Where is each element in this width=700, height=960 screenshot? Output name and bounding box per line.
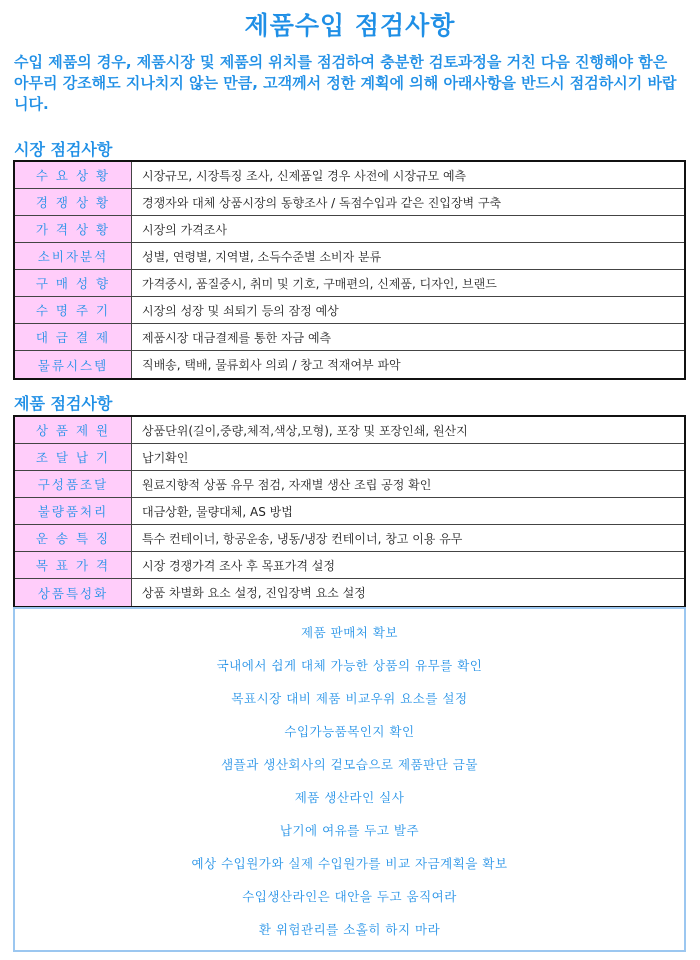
tip-item: 제품 생산라인 실사 bbox=[294, 790, 405, 805]
tip-item: 수입가능품목인지 확인 bbox=[284, 724, 415, 739]
tip-item: 제품 판매처 확보 bbox=[301, 625, 398, 640]
table-row bbox=[15, 444, 684, 471]
row-label: 목 표 가 격 bbox=[15, 552, 132, 578]
table-row bbox=[15, 216, 684, 243]
table-row bbox=[15, 162, 684, 189]
row-value: 가격중시, 품질중시, 취미 및 기호, 구매편의, 신제품, 디자인, 브랜드 bbox=[142, 276, 497, 291]
market-section-heading: 시장 점검사항 bbox=[14, 140, 113, 159]
row-label: 상 품 제 원 bbox=[15, 417, 132, 443]
tip-item: 국내에서 쉽게 대체 가능한 상품의 유무를 확인 bbox=[216, 658, 483, 673]
row-label: 조 달 납 기 bbox=[15, 444, 132, 470]
row-value: 원료지향적 상품 유무 점검, 자재별 생산 조립 공정 확인 bbox=[142, 477, 432, 492]
row-value: 상품 차별화 요소 설정, 진입장벽 요소 설정 bbox=[142, 586, 366, 600]
tip-item: 목표시장 대비 제품 비교우위 요소를 설정 bbox=[231, 691, 468, 706]
table-row bbox=[15, 498, 684, 525]
tip-item: 수입생산라인은 대안을 두고 움직여라 bbox=[242, 889, 457, 904]
table-row bbox=[15, 525, 684, 552]
table-row bbox=[15, 324, 684, 351]
product-checklist-table bbox=[13, 415, 686, 608]
row-value: 성별, 연령별, 지역별, 소득수준별 소비자 분류 bbox=[142, 249, 382, 264]
row-label: 구 매 성 향 bbox=[15, 270, 132, 296]
row-label: 구성품조달 bbox=[15, 471, 132, 497]
row-value: 납기확인 bbox=[142, 450, 189, 465]
row-value: 특수 컨테이너, 항공운송, 냉동/냉장 컨테이너, 창고 이용 유무 bbox=[142, 531, 463, 546]
row-label: 대 금 결 제 bbox=[15, 324, 132, 350]
row-value: 상품단위(길이,중량,체적,색상,모형), 포장 및 포장인쇄, 원산지 bbox=[142, 423, 468, 438]
row-value: 시장의 가격조사 bbox=[142, 222, 227, 237]
row-label: 불량품처리 bbox=[15, 498, 132, 524]
table-row bbox=[15, 351, 684, 378]
row-label: 수 요 상 황 bbox=[15, 162, 132, 188]
row-label: 상품특성화 bbox=[15, 579, 132, 606]
tips-box bbox=[13, 607, 686, 952]
row-value: 경쟁자와 대체 상품시장의 동향조사 / 독점수입과 같은 진입장벽 구축 bbox=[142, 195, 502, 210]
row-label: 가 격 상 황 bbox=[15, 216, 132, 242]
row-label: 물류시스템 bbox=[15, 351, 132, 378]
intro-paragraph: 수입 제품의 경우, 제품시장 및 제품의 위치를 점검하여 충분한 검토과정을 거친 다음 진행해야 함은 아무리 강조해도 지나치지 않는 만큼, 고객께서 정한 계획에 의해 아래사항을 반드시 점검하시기 바랍니다. bbox=[14, 53, 677, 113]
table-row bbox=[15, 189, 684, 216]
tip-item: 예상 수입원가와 실제 수입원가를 비교 자금계획을 확보 bbox=[191, 856, 508, 871]
row-value: 시장규모, 시장특징 조사, 신제품일 경우 사전에 시장규모 예측 bbox=[142, 168, 467, 183]
table-row bbox=[15, 417, 684, 444]
tip-item: 환 위험관리를 소홀히 하지 마라 bbox=[258, 922, 441, 937]
table-row bbox=[15, 243, 684, 270]
tip-item: 샘플과 생산회사의 겉모습으로 제품판단 금물 bbox=[221, 757, 478, 772]
row-value: 직배송, 택배, 물류회사 의뢰 / 창고 적재여부 파악 bbox=[142, 358, 401, 372]
row-label: 경 쟁 상 황 bbox=[15, 189, 132, 215]
table-row bbox=[15, 471, 684, 498]
row-value: 시장 경쟁가격 조사 후 목표가격 설정 bbox=[142, 558, 335, 573]
table-row bbox=[15, 552, 684, 579]
row-value: 제품시장 대금결제를 통한 자금 예측 bbox=[142, 330, 332, 345]
page-title: 제품수입 점검사항 bbox=[244, 11, 456, 40]
product-section-heading: 제품 점검사항 bbox=[14, 394, 113, 413]
market-checklist-table bbox=[13, 160, 686, 380]
row-label: 운 송 특 징 bbox=[15, 525, 132, 551]
row-label: 수 명 주 기 bbox=[15, 297, 132, 323]
row-value: 대금상환, 물량대체, AS 방법 bbox=[142, 504, 293, 519]
tip-item: 납기에 여유를 두고 발주 bbox=[279, 823, 420, 838]
table-row bbox=[15, 579, 684, 606]
row-label: 소비자분석 bbox=[15, 243, 132, 269]
table-row bbox=[15, 297, 684, 324]
table-row bbox=[15, 270, 684, 297]
row-value: 시장의 성장 및 쇠퇴기 등의 잠정 예상 bbox=[142, 303, 339, 318]
